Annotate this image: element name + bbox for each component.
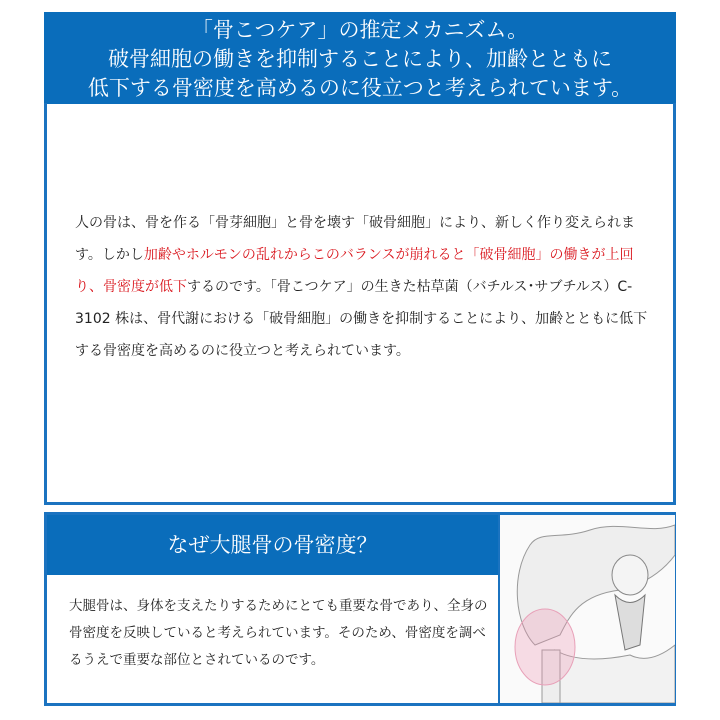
section-title: なぜ大腿骨の骨密度？	[47, 515, 498, 575]
body-highlight: 加齢やホルモンの乱れからこのバランスが崩れると「破骨細胞」の働きが上回り、骨密度が低下	[75, 247, 634, 295]
section-text: 大腿骨は、身体を支えたりするためにとても重要な骨であり、全身の骨密度を反映していると考えられています。そのため、骨密度を調べるうえで重要な部位とされているのです。	[69, 598, 488, 668]
mechanism-text	[75, 207, 655, 367]
body-text-2: するのです。「骨こつケア」の生きた枯草菌（バチルス･サブチルス）C-3102 株は、骨代謝における「破骨細胞」の働きを抑制することにより、加齢とともに低下する骨密度を高めるのに役立つと考えられています。	[75, 279, 648, 359]
femur-section	[44, 512, 676, 706]
mechanism-panel	[44, 103, 676, 505]
header-line-1: 「骨こつケア」の推定メカニズム。	[191, 18, 529, 42]
pelvis-icon	[500, 515, 675, 703]
header-line-3: 低下する骨密度を高めるのに役立つと考えられています。	[87, 76, 633, 100]
pelvis-illustration	[498, 515, 675, 703]
body-text-1: 人の骨は、骨を作る「骨芽細胞」と骨を壊す「破骨細胞」により、新しく作り変えられます。しかし	[75, 215, 635, 263]
header-line-2: 破骨細胞の働きを抑制することにより、加齢とともに	[108, 47, 612, 71]
header-banner	[44, 12, 676, 104]
